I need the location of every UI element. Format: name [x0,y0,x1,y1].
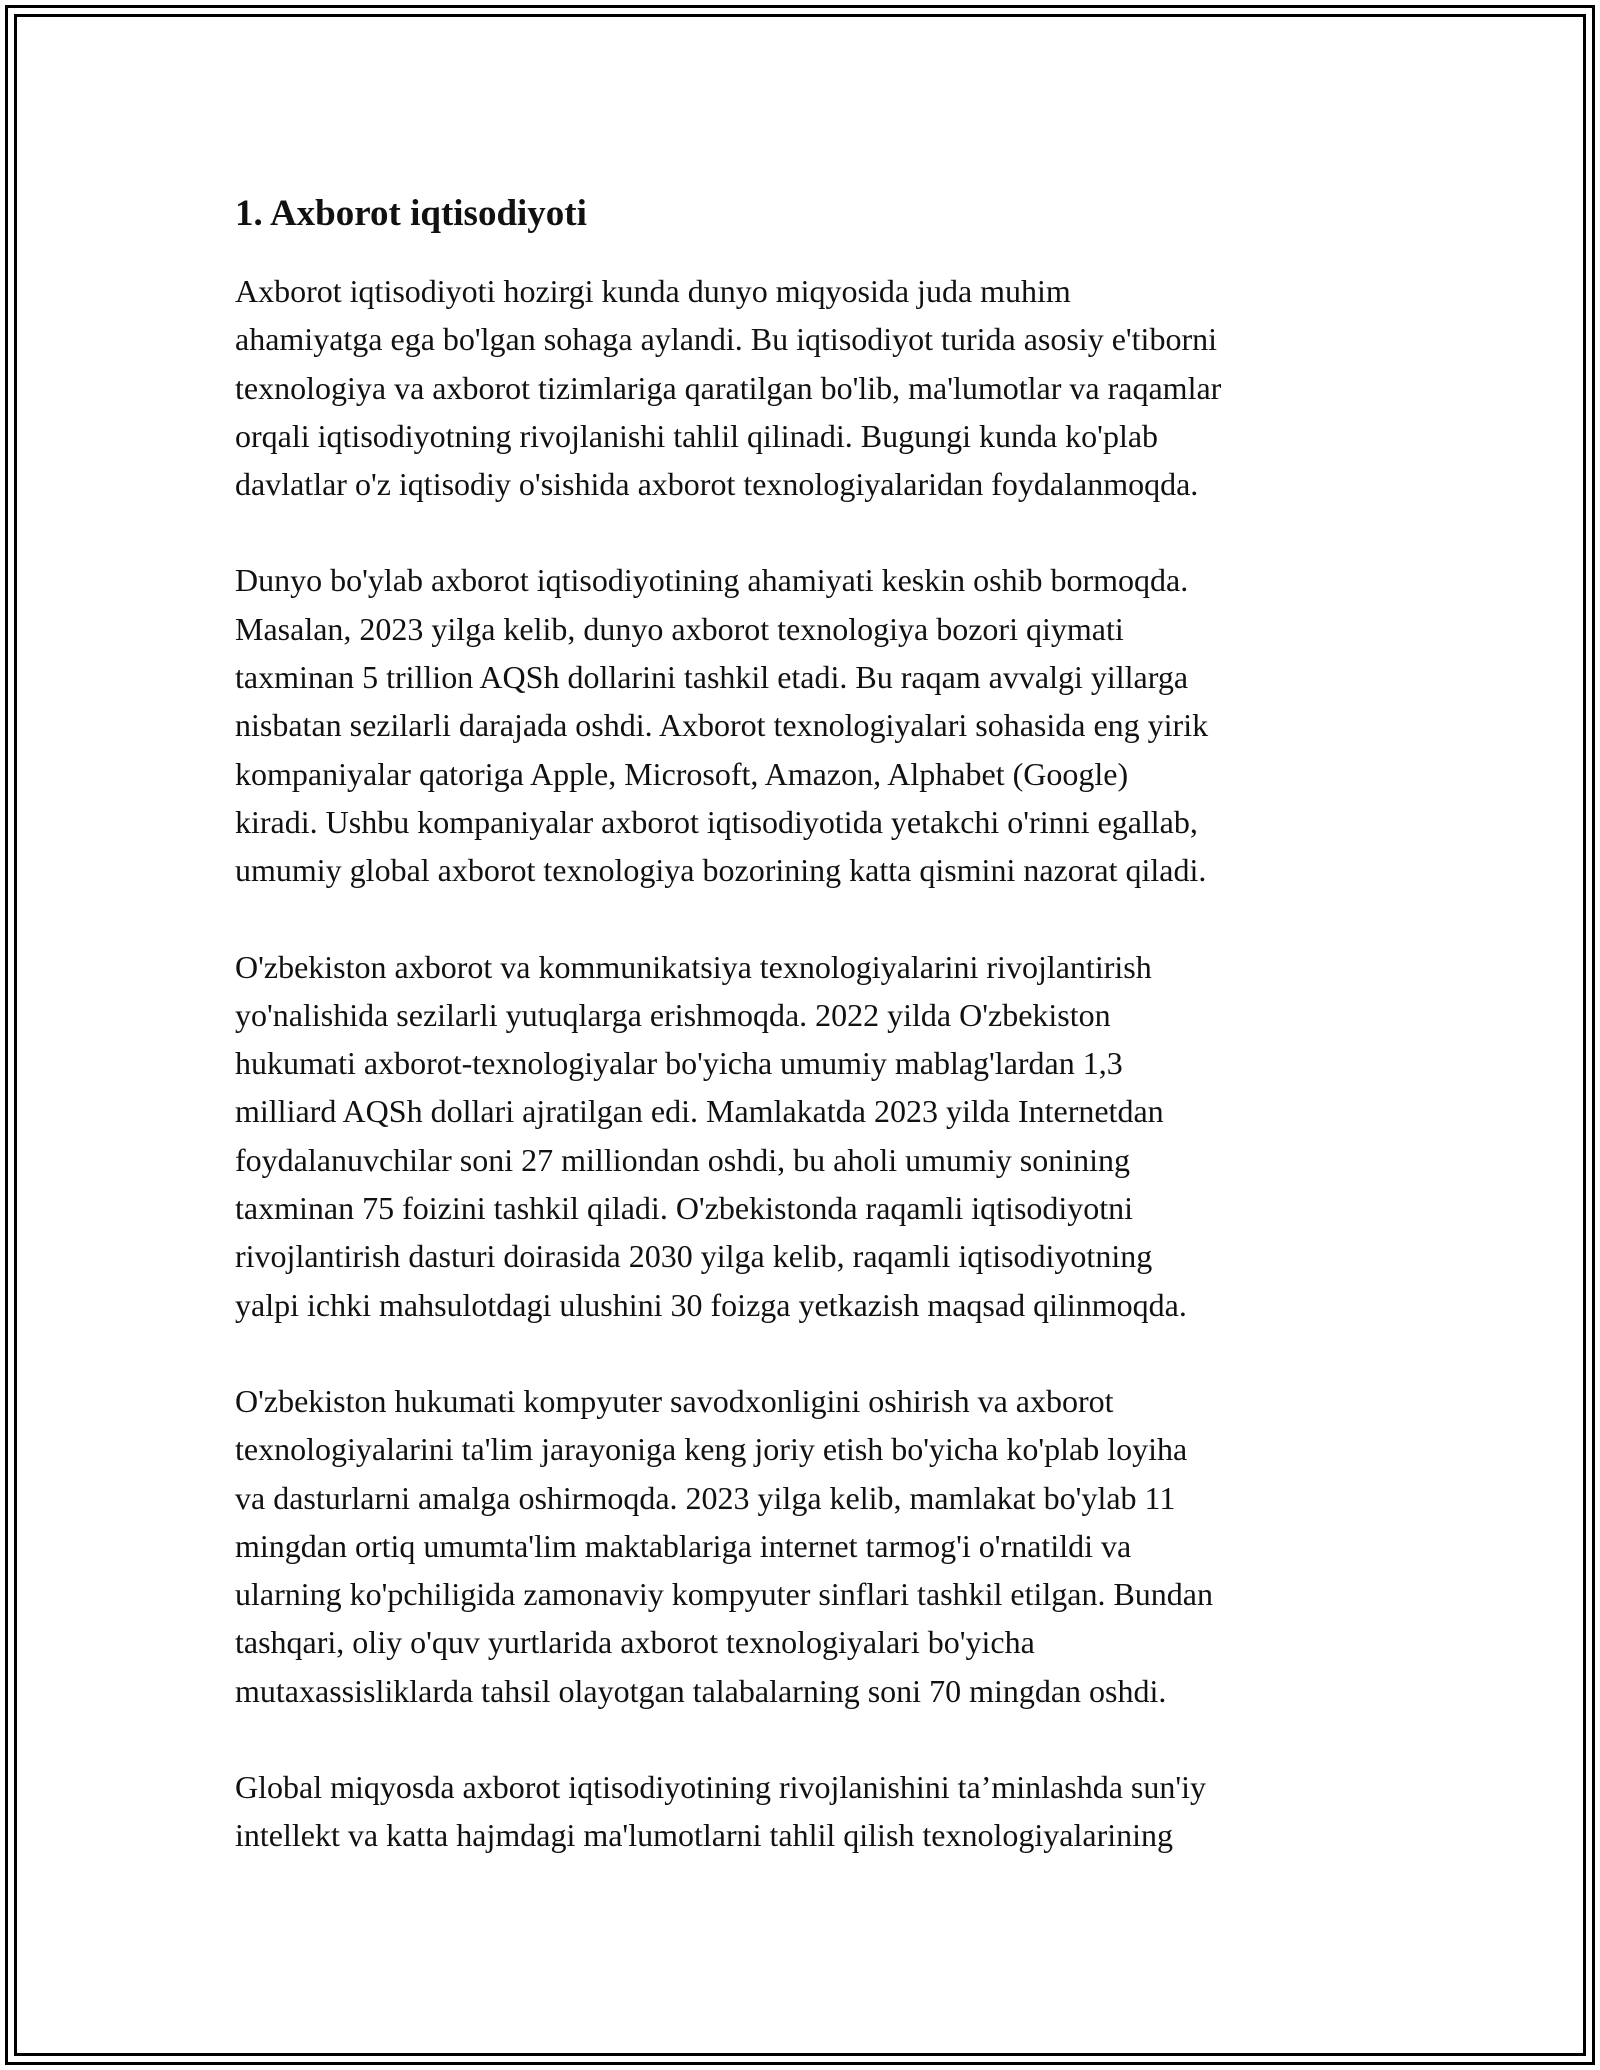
text-line: Axborot iqtisodiyoti hozirgi kunda dunyo miqyosida juda muhim [235,273,1071,309]
text-line: rivojlantirish dasturi doirasida 2030 yilga kelib, raqamli iqtisodiyotning [235,1238,1153,1275]
paragraph-5 [235,1763,1375,1860]
text-line: taxminan 5 trillion AQSh dollarini tashkil etadi. Bu raqam avvalgi yillarga [235,659,1189,696]
section-heading: 1. Axborot iqtisodiyoti [235,193,587,234]
paragraph-1 [235,267,1375,508]
text-line: mutaxassisliklarda tahsil olayotgan talabalarning soni 70 mingdan oshdi. [235,1672,1167,1709]
text-line: milliard AQSh dollari ajratilgan edi. Mamlakatda 2023 yilda Internetdan [235,1093,1164,1130]
text-line: nisbatan sezilarli darajada oshdi. Axborot texnologiyalari sohasida eng yirik [235,707,1209,744]
text-line: texnologiyalarini ta'lim jarayoniga keng joriy etish bo'yicha ko'plab loyiha [235,1431,1188,1468]
paragraph-3 [235,943,1375,1329]
text-line: taxminan 75 foizini tashkil qiladi. O'zbekistonda raqamli iqtisodiyotni [235,1190,1134,1227]
text-line: kiradi. Ushbu kompaniyalar axborot iqtisodiyotida yetakchi o'rinni egallab, [235,803,1198,840]
text-line: kompaniyalar qatoriga Apple, Microsoft, Amazon, Alphabet (Google) [235,755,1129,792]
text-line: Global miqyosda axborot iqtisodiyotining rivojlanishini ta’minlashda sun'iy [235,1769,1207,1806]
paragraph-4 [235,1377,1375,1715]
text-line: orqali iqtisodiyotning rivojlanishi tahlil qilinadi. Bugungi kunda ko'plab [235,417,1159,454]
text-line: ahamiyatga ega bo'lgan sohaga aylandi. Bu iqtisodiyot turida asosiy e'tiborni [235,321,1217,358]
text-line: texnologiya va axborot tizimlariga qaratilgan bo'lib, ma'lumotlar va raqamlar [235,369,1222,406]
text-line: Masalan, 2023 yilga kelib, dunyo axborot texnologiya bozori qiymati [235,610,1124,647]
text-line: O'zbekiston hukumati kompyuter savodxonligini oshirish va axborot [235,1382,1114,1419]
paragraph-2 [235,556,1375,894]
text-line: intellekt va katta hajmdagi ma'lumotlarni tahlil qilish texnologiyalarining [235,1817,1173,1854]
document-body [235,183,1375,1908]
text-line: mingdan ortiq umumta'lim maktablariga internet tarmog'i o'rnatildi va [235,1527,1132,1564]
text-line: Dunyo bo'ylab axborot iqtisodiyotining ahamiyati keskin oshib bormoqda. [235,562,1189,599]
text-line: ularning ko'pchiligida zamonaviy kompyuter sinflari tashkil etilgan. Bundan [235,1576,1213,1613]
text-line: hukumati axborot-texnologiyalar bo'yicha umumiy mablag'lardan 1,3 [235,1045,1123,1082]
text-line: yalpi ichki mahsulotdagi ulushini 30 foizga yetkazish maqsad qilinmoqda. [235,1286,1187,1323]
text-line: va dasturlarni amalga oshirmoqda. 2023 yilga kelib, mamlakat bo'ylab 11 [235,1479,1176,1516]
text-line: umumiy global axborot texnologiya bozorining katta qismini nazorat qiladi. [235,852,1207,889]
text-line: yo'nalishida sezilarli yutuqlarga erishmoqda. 2022 yilda O'zbekiston [235,996,1111,1033]
text-line: davlatlar o'z iqtisodiy o'sishida axborot texnologiyalaridan foydalanmoqda. [235,466,1199,503]
text-line: foydalanuvchilar soni 27 milliondan oshdi, bu aholi umumiy sonining [235,1141,1131,1178]
text-line: tashqari, oliy o'quv yurtlarida axborot texnologiyalari bo'yicha [235,1624,1035,1661]
text-line: O'zbekiston axborot va kommunikatsiya texnologiyalarini rivojlantirish [235,948,1152,985]
